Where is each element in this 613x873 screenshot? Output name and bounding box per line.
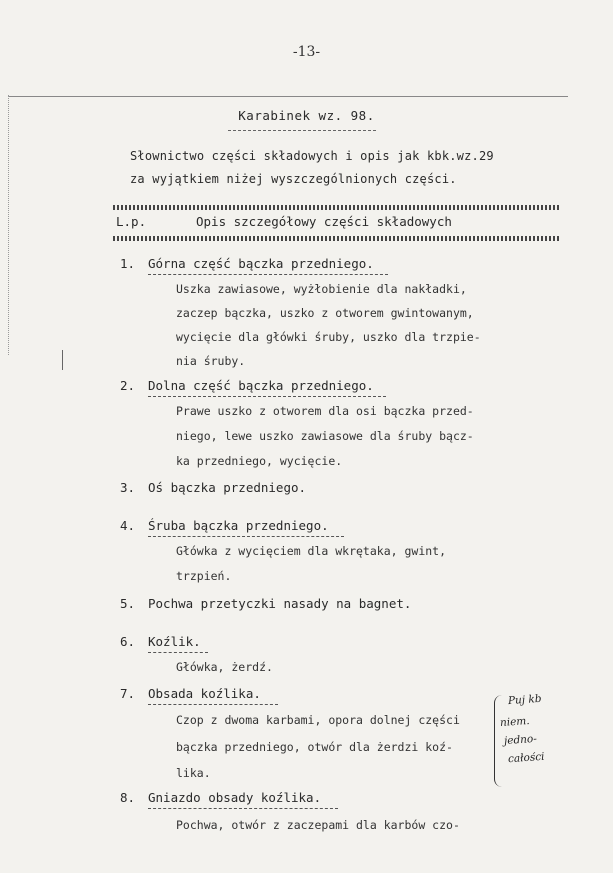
item-underline [148, 652, 208, 653]
margin-mark [62, 350, 64, 370]
header-rule-bottom [113, 236, 559, 241]
handwritten-note-line: Puj kb [507, 692, 542, 708]
item-name: Śruba bączka przedniego. [148, 518, 329, 533]
handwritten-note-line: całości [507, 750, 545, 766]
item-desc-line: wycięcie dla główki śruby, uszko dla trzpie- [176, 330, 481, 344]
item-underline [148, 808, 338, 809]
list-item [120, 256, 374, 271]
item-number: 3. [120, 480, 136, 495]
item-desc-line: bączka przedniego, otwór dla żerdzi koź- [176, 740, 453, 754]
list-item [120, 378, 374, 393]
item-name: Dolna część bączka przedniego. [148, 378, 374, 393]
list-item [120, 790, 321, 805]
title-underline [228, 130, 376, 131]
top-rule [8, 96, 568, 97]
header-rule-top [113, 205, 559, 210]
list-item [120, 518, 329, 533]
item-name: Górna część bączka przedniego. [148, 256, 374, 271]
item-underline [148, 536, 344, 537]
list-item [120, 480, 306, 495]
item-underline [148, 704, 278, 705]
item-desc-line: trzpień. [176, 569, 232, 583]
item-number: 8. [120, 790, 136, 805]
item-desc-line: Prawe uszko z otworem dla osi bączka przed- [176, 404, 474, 418]
header-title: Opis szczegółowy części składowych [196, 214, 452, 229]
item-desc-line: Główka, żerdź. [176, 660, 273, 674]
document-title: Karabinek wz. 98. [238, 108, 375, 123]
handwritten-note-line: niem. [499, 714, 531, 730]
item-number: 5. [120, 596, 136, 611]
item-desc-line: Pochwa, otwór z zaczepami dla karbów czo- [176, 818, 460, 832]
item-desc-line: niego, lewe uszko zawiasowe dla śruby bącz- [176, 429, 474, 443]
item-number: 1. [120, 256, 136, 271]
item-name: Gniazdo obsady koźlika. [148, 790, 322, 805]
item-name: Obsada koźlika. [148, 686, 261, 701]
item-desc-line: Główka z wycięciem dla wkrętaka, gwint, [176, 544, 447, 558]
page-edge-mark [8, 95, 10, 355]
item-name: Oś bączka przedniego. [148, 480, 307, 495]
item-desc-line: ka przedniego, wycięcie. [176, 454, 343, 468]
item-name: Koźlik. [148, 634, 201, 649]
header-lp: L.p. [116, 214, 147, 229]
item-number: 6. [120, 634, 136, 649]
page-number: -13- [292, 44, 321, 60]
item-desc-line: lika. [176, 766, 211, 780]
item-desc-line: Czop z dwoma karbami, opora dolnej części [176, 713, 460, 727]
list-item [120, 686, 261, 701]
list-item [120, 634, 201, 649]
item-underline [148, 274, 388, 275]
item-underline [148, 396, 386, 397]
intro-line-2: za wyjątkiem niżej wyszczególnionych części. [130, 172, 457, 186]
item-number: 2. [120, 378, 136, 393]
list-item [120, 596, 411, 611]
item-desc-line: nia śruby. [176, 354, 246, 368]
item-desc-line: Uszka zawiasowe, wyżłobienie dla nakładki, [176, 282, 467, 296]
intro-line-1: Słownictwo części składowych i opis jak kbk.wz.29 [130, 149, 494, 163]
handwritten-note-line: jedno- [503, 732, 538, 748]
item-name: Pochwa przetyczki nasady na bagnet. [148, 596, 412, 611]
item-number: 4. [120, 518, 136, 533]
item-number: 7. [120, 686, 136, 701]
item-desc-line: zaczep bączka, uszko z otworem gwintowanym, [176, 306, 474, 320]
